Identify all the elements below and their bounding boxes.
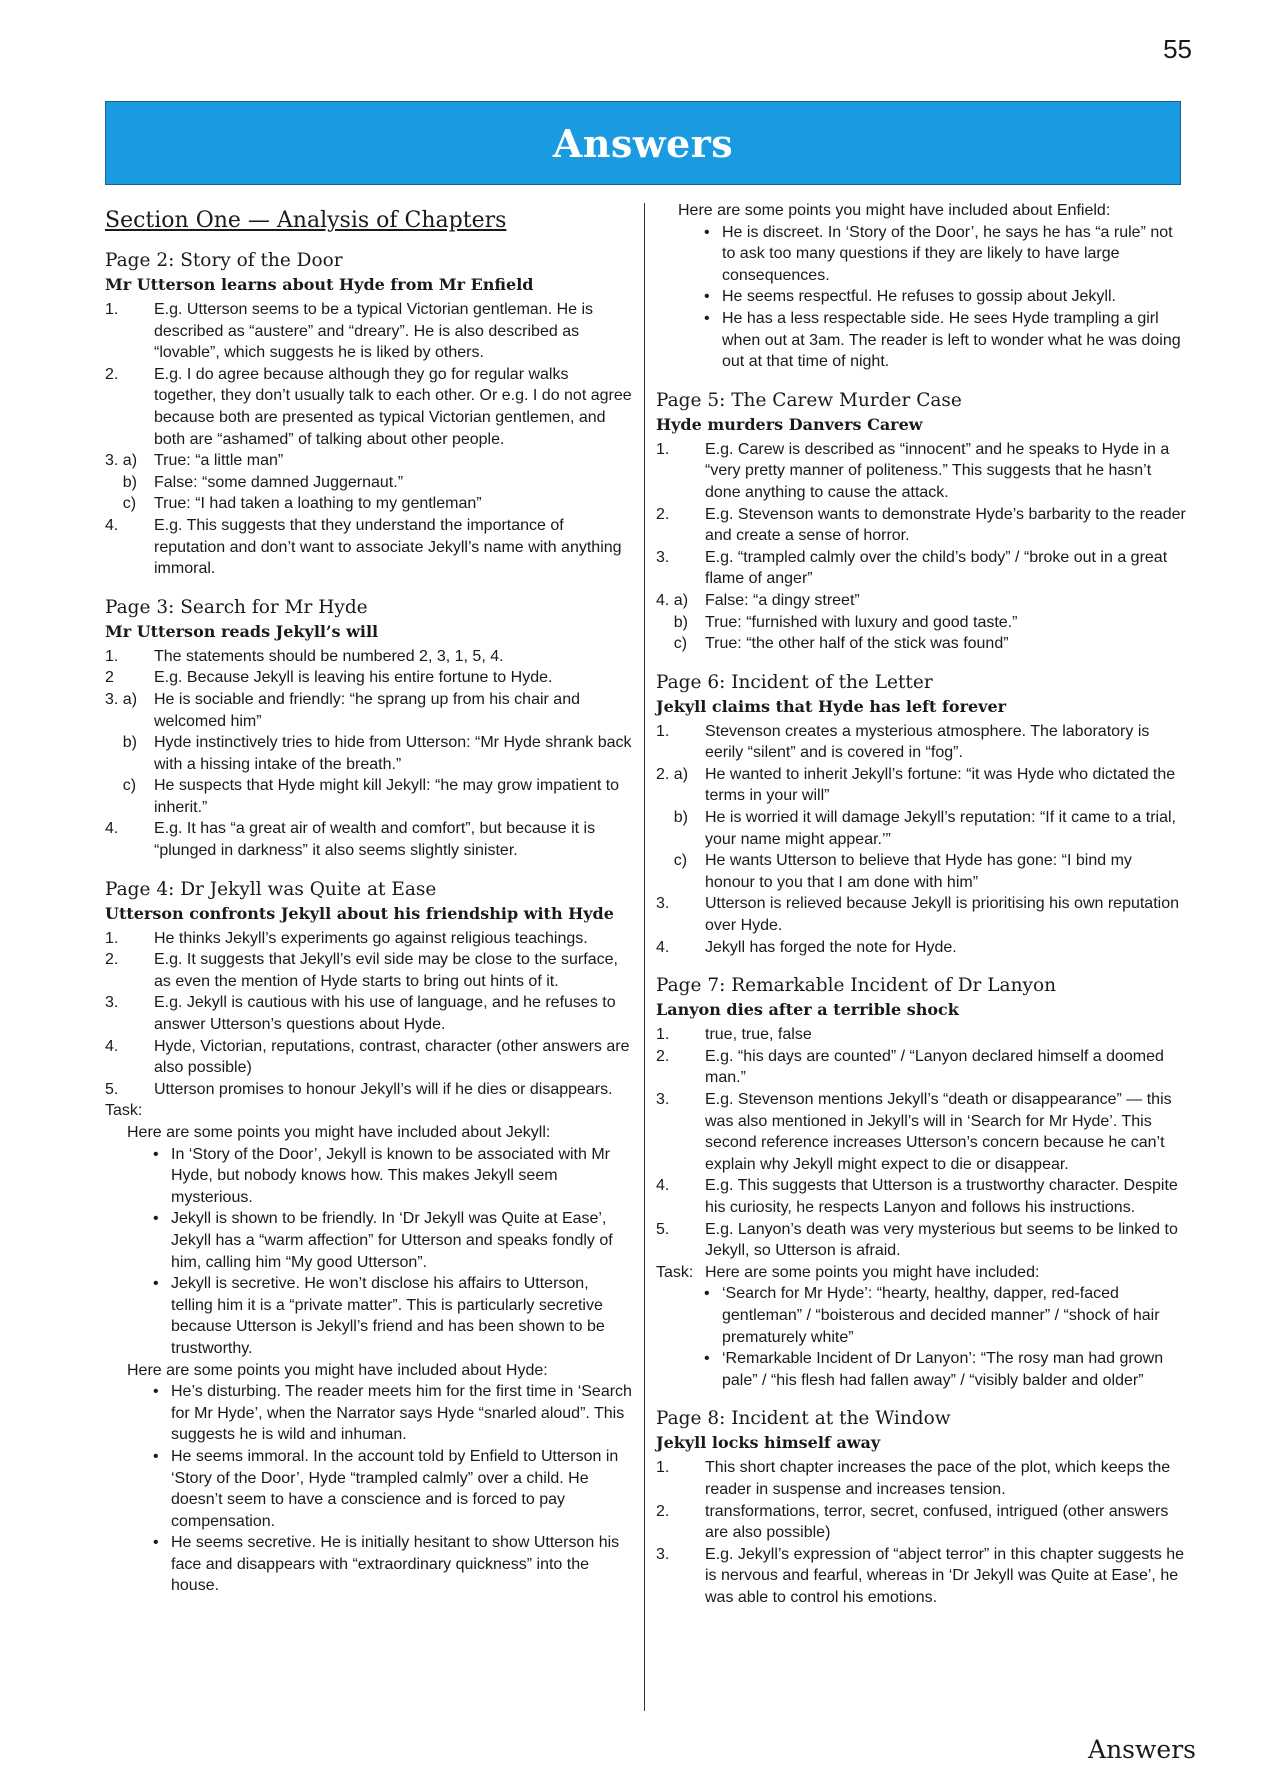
bullet-point	[704, 222, 1186, 287]
chapter-title: Page 8: Incident at the Window	[656, 1408, 951, 1430]
page-number: 55	[1163, 34, 1192, 64]
answer-item	[105, 646, 633, 668]
answer-item	[105, 1079, 633, 1101]
answer-text: E.g. Stevenson wants to demonstrate Hyde’s barbarity to the reader and create a sense of horror.	[705, 505, 1186, 545]
bullet-icon: •	[153, 1210, 159, 1228]
enfield-intro: Here are some points you might have included about Enfield:	[678, 202, 1111, 219]
answer-number: 3. a)	[105, 452, 138, 470]
bullet-icon: •	[704, 223, 710, 241]
answer-item	[105, 667, 633, 689]
answer-item	[105, 775, 633, 818]
answer-number: 4. a)	[656, 591, 689, 609]
answer-number: 2.	[656, 1047, 670, 1065]
answer-number: 3.	[656, 1091, 670, 1108]
answer-item	[656, 850, 1186, 893]
bullet-point	[704, 1283, 1186, 1348]
answer-number: 3.	[105, 994, 119, 1012]
answer-number: 1.	[656, 722, 670, 740]
answer-text: Hyde instinctively tries to hide from Utterson: “Mr Hyde shrank back with a hissing intake of the breath.”	[154, 734, 632, 773]
chapter-subtitle: Hyde murders Danvers Carew	[656, 414, 923, 434]
bullet-icon: •	[704, 1285, 710, 1303]
answer-text: E.g. Carew is described as “innocent” and he speaks to Hyde in a “very pretty manner of politeness.” This suggests that he hasn’t done anything to cause the attack.	[705, 440, 1170, 501]
answer-number: 2.	[656, 505, 670, 523]
answer-text: E.g. Jekyll’s expression of “abject terror” in this chapter suggests he is nervous and fearful, whereas in ‘Dr Jekyll was Quite at Ease’, he was able to control his emotions.	[705, 1545, 1185, 1606]
answer-item	[656, 439, 1186, 504]
answer-list	[105, 928, 633, 1101]
column-divider	[644, 203, 645, 1711]
answer-number: 1.	[105, 301, 119, 318]
bullet-text: He has a less respectable side. He sees Hyde trampling a girl when out at 3am. The reader is left to wonder what he was doing out at that time of night.	[722, 309, 1181, 371]
task-intro: Here are some points you might have included:	[705, 1263, 1040, 1281]
answer-text: Hyde, Victorian, reputations, contrast, character (other answers are also possible)	[154, 1037, 630, 1077]
answer-item	[656, 1219, 1186, 1262]
answer-item	[105, 493, 633, 515]
bullet-point	[153, 1532, 633, 1597]
answer-item	[656, 1457, 1186, 1500]
answer-text: E.g. This suggests that Utterson is a trustworthy character. Despite his curiosity, he respects Lanyon and follows his instructions.	[705, 1177, 1178, 1216]
chapter-block	[105, 877, 633, 1597]
answer-number: 2	[105, 669, 114, 687]
answer-text: True: “the other half of the stick was found”	[705, 635, 1009, 653]
bullet-text: ‘Search for Mr Hyde’: “hearty, healthy, dapper, red-faced gentleman” / “boisterous and decided manner” / “shock of hair prematurely white”	[722, 1285, 1160, 1346]
answer-list	[656, 721, 1186, 959]
answer-item	[105, 364, 633, 450]
answer-number: 2. a)	[656, 765, 689, 783]
answer-text: E.g. I do agree because although they go for regular walks together, they don’t usually talk to each other. Or e.g. I do not agree because both are presented as typical Victorian gentlemen, and both are “ashamed” of talking about other people.	[154, 365, 632, 448]
answer-number: 1.	[105, 647, 119, 665]
answer-text: E.g. This suggests that they understand the importance of reputation and don’t want to associate Jekyll’s name with anything immoral.	[154, 516, 622, 578]
answer-text: E.g. It suggests that Jekyll’s evil side may be close to the surface, as even the mention of Hyde starts to bring out hints of it.	[154, 951, 618, 990]
bullet-text: In ‘Story of the Door’, Jekyll is known to be associated with Mr Hyde, but nobody knows how. This makes Jekyll seem mysterious.	[171, 1145, 610, 1206]
task-label: Task:	[656, 1263, 694, 1281]
footer-label: Answers	[1088, 1735, 1196, 1764]
answer-text: He is sociable and friendly: “he sprang up from his chair and welcomed him”	[154, 690, 580, 730]
chapter-subtitle: Utterson confronts Jekyll about his friendship with Hyde	[105, 903, 614, 923]
answer-item	[656, 504, 1186, 547]
answer-item	[105, 818, 633, 861]
answer-number: 3.	[656, 1545, 670, 1563]
chapter-title: Page 5: The Carew Murder Case	[656, 389, 962, 411]
answer-number: 3.	[656, 895, 670, 913]
answer-number: 3. a)	[105, 690, 138, 708]
answer-item	[656, 721, 1186, 764]
answer-number: 4.	[656, 1177, 670, 1195]
answer-item	[105, 928, 633, 950]
answer-text: True: “I had taken a loathing to my gentleman”	[154, 495, 482, 513]
section-title: Section One — Analysis of Chapters	[105, 208, 507, 233]
answer-number: 2.	[656, 1502, 670, 1520]
bullet-icon: •	[704, 1350, 710, 1368]
answer-text: Utterson promises to honour Jekyll’s will if he dies or disappears.	[154, 1080, 613, 1098]
chapter-block	[105, 595, 633, 862]
answer-item	[656, 1089, 1186, 1175]
answer-number: 4.	[105, 516, 119, 534]
answer-text: True: “furnished with luxury and good taste.”	[705, 613, 1018, 631]
bullet-icon: •	[153, 1534, 159, 1552]
left-column	[105, 200, 633, 1612]
right-column	[656, 200, 1186, 1623]
answer-text: Utterson is relieved because Jekyll is prioritising his own reputation over Hyde.	[705, 895, 1179, 935]
answer-item	[656, 590, 1186, 612]
answer-item	[656, 1544, 1186, 1609]
chapter-subtitle: Mr Utterson reads Jekyll’s will	[105, 621, 379, 641]
chapter-title: Page 2: Story of the Door	[105, 250, 343, 271]
left-blocks	[105, 248, 633, 1597]
bullet-text: ‘Remarkable Incident of Dr Lanyon’: “The rosy man had grown pale” / “his flesh had fallen away” / “visibly balder and older”	[722, 1350, 1164, 1389]
answer-text: transformations, terror, secret, confused, intrigued (other answers are also possible)	[705, 1502, 1169, 1542]
answer-text: False: “some damned Juggernaut.”	[154, 473, 404, 491]
bullet-point	[153, 1446, 633, 1532]
task-intro: Here are some points you might have included about Jekyll:	[127, 1124, 551, 1141]
task-bullets	[105, 1381, 633, 1597]
answer-number: b)	[105, 734, 138, 752]
answer-item	[105, 450, 633, 472]
answer-text: False: “a dingy street”	[705, 591, 860, 609]
answer-item	[656, 1024, 1186, 1046]
answer-number: c)	[105, 495, 137, 513]
answer-text: This short chapter increases the pace of the plot, which keeps the reader in suspense and increases tension.	[705, 1459, 1171, 1498]
answer-number: b)	[656, 613, 689, 631]
bullet-text: He’s disturbing. The reader meets him for the first time in ‘Search for Mr Hyde’, when the Narrator says Hyde “snarled aloud”. This suggests he is wild and inhuman.	[171, 1383, 632, 1444]
answer-item	[656, 937, 1186, 959]
answer-item	[656, 1046, 1186, 1089]
answer-text: E.g. Utterson seems to be a typical Victorian gentleman. He is described as “austere” and “dreary”. He is also described as “lovable”, which suggests he is liked by others.	[154, 301, 594, 362]
bullet-text: He seems respectful. He refuses to gossip about Jekyll.	[722, 288, 1116, 306]
answer-item	[105, 949, 633, 992]
answer-number: 1.	[656, 1459, 670, 1477]
answer-item	[656, 1175, 1186, 1218]
answer-list	[656, 1024, 1186, 1262]
answer-number: 4.	[656, 938, 670, 956]
chapter-block	[105, 248, 633, 580]
bullet-point	[704, 1348, 1186, 1391]
answer-list	[105, 646, 633, 862]
chapter-subtitle: Lanyon dies after a terrible shock	[656, 1000, 959, 1020]
chapter-subtitle: Mr Utterson learns about Hyde from Mr Enfield	[105, 275, 534, 294]
task-intro: Here are some points you might have included about Hyde:	[127, 1361, 548, 1379]
bullet-icon: •	[153, 1383, 159, 1401]
answer-item	[105, 992, 633, 1035]
bullet-icon: •	[704, 309, 710, 327]
answer-number: c)	[656, 635, 688, 653]
answer-list	[656, 1457, 1186, 1608]
bullet-point	[704, 308, 1186, 373]
answers-banner	[105, 101, 1181, 185]
banner-title: Answers	[552, 120, 734, 166]
answer-item	[105, 299, 633, 364]
answer-text: E.g. Because Jekyll is leaving his entire fortune to Hyde.	[154, 669, 553, 687]
bullet-point	[153, 1144, 633, 1209]
answer-item	[656, 612, 1186, 634]
answer-item	[656, 764, 1186, 807]
answer-item	[105, 1036, 633, 1079]
answer-text: True: “a little man”	[154, 452, 284, 470]
bullet-point	[153, 1208, 633, 1273]
bullet-text: He seems secretive. He is initially hesitant to show Utterson his face and disappears with “extraordinary quickness” into the house.	[171, 1534, 620, 1595]
chapter-subtitle: Jekyll locks himself away	[656, 1433, 881, 1453]
chapter-title: Page 4: Dr Jekyll was Quite at Ease	[105, 878, 437, 900]
answer-number: c)	[105, 777, 137, 795]
bullet-text: He seems immoral. In the account told by Enfield to Utterson in ‘Story of the Door’, Hyde “trampled calmly” over a child. He doesn’t seem to have a conscience and is forced to pay compensation.	[171, 1447, 619, 1530]
chapter-subtitle: Jekyll claims that Hyde has left forever	[656, 696, 1007, 716]
chapter-block	[656, 1406, 1186, 1608]
enfield-bullets	[656, 222, 1186, 373]
answer-item	[105, 732, 633, 775]
chapter-title: Page 3: Search for Mr Hyde	[105, 596, 368, 618]
answer-text: He is worried it will damage Jekyll’s reputation: “If it came to a trial, your name might appear.’”	[705, 809, 1176, 848]
bullet-text: Jekyll is secretive. He won’t disclose his affairs to Utterson, telling him it is a “private matter”. This is particularly secretive because Utterson is Jekyll’s friend and has been shown to be trustworthy.	[171, 1275, 605, 1357]
answer-text: E.g. It has “a great air of wealth and comfort”, but because it is “plunged in darkness” it also seems slightly sinister.	[154, 820, 596, 860]
answer-text: E.g. Lanyon’s death was very mysterious but seems to be linked to Jekyll, so Utterson is afraid.	[705, 1220, 1178, 1260]
bullet-point	[704, 286, 1186, 308]
bullet-icon: •	[153, 1447, 159, 1465]
answer-item	[656, 807, 1186, 850]
bullet-icon: •	[704, 288, 710, 306]
answer-list	[105, 299, 633, 580]
task-bullets	[656, 1283, 1186, 1391]
answer-text: He thinks Jekyll’s experiments go against religious teachings.	[154, 929, 588, 947]
answer-item	[656, 893, 1186, 936]
answer-number: 3.	[656, 548, 670, 566]
answer-number: 1.	[105, 929, 119, 947]
answer-text: true, true, false	[705, 1026, 812, 1044]
answer-number: 1.	[656, 1026, 670, 1044]
bullet-text: He is discreet. In ‘Story of the Door’, he says he has “a rule” not to ask too many questions if they are likely to have large consequences.	[722, 223, 1173, 284]
task-label: Task:	[105, 1102, 143, 1120]
bullet-icon: •	[153, 1145, 159, 1163]
answer-item	[656, 547, 1186, 590]
answer-text: He wanted to inherit Jekyll’s fortune: “it was Hyde who dictated the terms in your will”	[705, 765, 1176, 805]
answer-item	[656, 1501, 1186, 1544]
answer-number: b)	[105, 473, 138, 491]
bullet-icon: •	[153, 1275, 159, 1293]
answer-text: The statements should be numbered 2, 3, 1, 5, 4.	[154, 647, 504, 665]
answer-item	[105, 515, 633, 580]
answer-list	[656, 439, 1186, 655]
answer-text: Stevenson creates a mysterious atmosphere. The laboratory is eerily “silent” and is covered in “fog”.	[705, 722, 1150, 762]
answer-text: E.g. “trampled calmly over the child’s body” / “broke out in a great flame of anger”	[705, 548, 1168, 588]
bullet-text: Jekyll is shown to be friendly. In ‘Dr Jekyll was Quite at Ease’, Jekyll has a “warm affection” for Utterson and speaks fondly of him, calling him “My good Utterson”.	[171, 1210, 613, 1271]
answer-number: 2.	[105, 951, 119, 969]
task-bullets	[105, 1144, 633, 1360]
answer-number: 5.	[656, 1220, 670, 1238]
answer-text: E.g. Stevenson mentions Jekyll’s “death or disappearance” — this was also mentioned in Jekyll’s will in ‘Search for Mr Hyde’. This second reference increases Utterson’s concern because he can’t explain why Jekyll might expect to die or disappear.	[705, 1091, 1172, 1173]
answer-text: E.g. Jekyll is cautious with his use of language, and he refuses to answer Utterson’s questions about Hyde.	[154, 994, 616, 1034]
answer-text: He suspects that Hyde might kill Jekyll: “he may grow impatient to inherit.”	[154, 777, 620, 816]
answer-item	[656, 633, 1186, 655]
answer-text: Jekyll has forged the note for Hyde.	[705, 938, 957, 956]
chapter-title: Page 7: Remarkable Incident of Dr Lanyon	[656, 975, 1056, 997]
answer-item	[105, 472, 633, 494]
bullet-point	[153, 1381, 633, 1446]
chapter-block	[656, 670, 1186, 959]
right-blocks	[656, 388, 1186, 1609]
chapter-block	[656, 388, 1186, 655]
answer-number: 4.	[105, 1037, 119, 1055]
answer-text: E.g. “his days are counted” / “Lanyon declared himself a doomed man.”	[705, 1047, 1164, 1087]
bullet-point	[153, 1273, 633, 1359]
answer-number: b)	[656, 809, 689, 827]
chapter-block	[656, 973, 1186, 1391]
chapter-title: Page 6: Incident of the Letter	[656, 671, 933, 693]
task-row	[656, 1262, 1186, 1284]
answer-text: He wants Utterson to believe that Hyde has gone: “I bind my honour to you that I am done with him”	[705, 852, 1132, 891]
answer-number: c)	[656, 852, 688, 870]
answer-number: 5.	[105, 1080, 119, 1098]
answer-number: 2.	[105, 365, 119, 383]
answer-item	[105, 689, 633, 732]
answer-number: 1.	[656, 440, 670, 458]
answer-number: 4.	[105, 820, 119, 838]
